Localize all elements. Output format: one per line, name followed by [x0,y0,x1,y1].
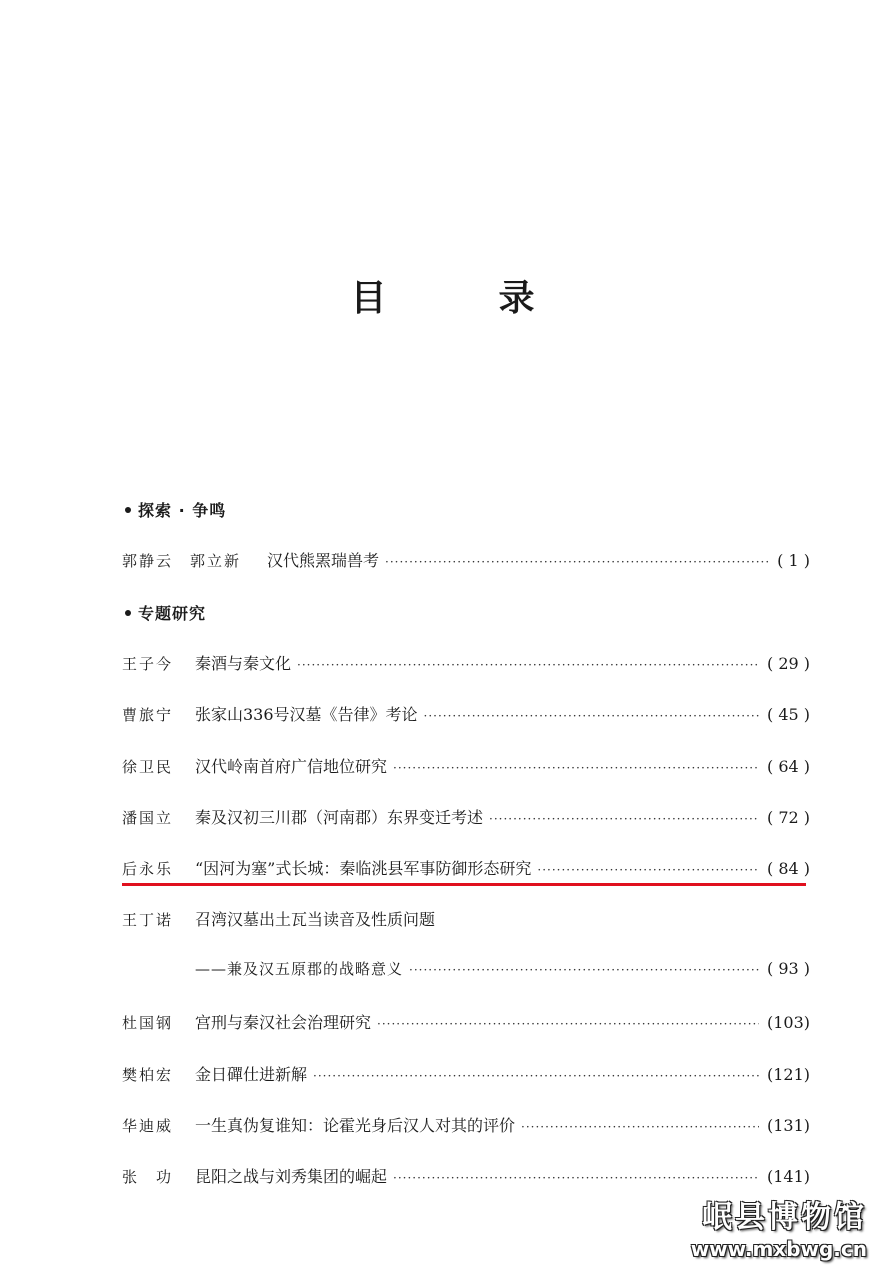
toc-title: 秦及汉初三川郡（河南郡）东界变迁考述 [195,808,484,827]
section-heading-label: 探索 · 争鸣 [138,501,227,520]
toc-subtitle: ——兼及汉五原郡的战略意义 [195,960,404,978]
toc-title: 张家山336号汉墓《告律》考论 [195,705,418,724]
toc-leader [424,709,759,723]
toc-row[interactable] [122,907,810,933]
section-heading-explore [125,498,226,521]
highlight-underline [122,883,806,886]
watermark-url: www.mxbwg.cn [690,1237,867,1261]
toc-page-number: ( 72 ) [766,808,810,827]
toc-title: “因河为塞”式长城：秦临洮县军事防御形态研究 [195,859,532,878]
toc-author: 后永乐 [122,860,174,878]
toc-row[interactable] [122,754,810,780]
toc-leader [313,1069,759,1083]
toc-page-number: (121) [766,1065,810,1084]
bullet-icon [125,610,131,616]
toc-leader [409,963,759,977]
toc-row[interactable] [122,1010,810,1036]
toc-author: 曹旅宁 [122,706,174,724]
toc-row-highlighted[interactable] [122,856,810,882]
toc-page-number: ( 1 ) [777,551,810,570]
toc-row[interactable] [122,1113,810,1139]
toc-row[interactable] [122,651,810,677]
toc-leader [393,1171,759,1185]
toc-page-number: ( 84 ) [766,859,810,878]
toc-title: 金日磾仕进新解 [195,1065,308,1084]
toc-title: 宫刑与秦汉社会治理研究 [195,1013,372,1032]
toc-page-number: ( 29 ) [766,654,810,673]
toc-author: 樊柏宏 [122,1066,174,1084]
toc-page-number: (131) [766,1116,810,1135]
toc-row[interactable] [122,1062,810,1088]
toc-leader [521,1120,759,1134]
toc-leader [393,761,759,775]
toc-row[interactable] [122,702,810,728]
toc-author: 郭静云 郭立新 [122,552,242,570]
toc-page-number: ( 64 ) [766,757,810,776]
toc-leader [377,1017,759,1031]
toc-row[interactable] [122,805,810,831]
bullet-icon [125,507,131,513]
toc-page-number: ( 45 ) [766,705,810,724]
toc-title: 汉代熊罴瑞兽考 [267,551,380,570]
toc-page-number: ( 93 ) [766,959,810,978]
toc-author: 杜国钢 [122,1014,174,1032]
toc-author: 潘国立 [122,809,174,827]
section-heading-label: 专题研究 [138,604,207,623]
page-title: 目 录 [350,277,573,319]
toc-author: 张 功 [122,1168,174,1186]
toc-leader [489,812,759,826]
watermark [667,1200,867,1262]
toc-title: 一生真伪复谁知：论霍光身后汉人对其的评价 [195,1116,516,1135]
watermark-name: 岷县博物馆 [702,1200,867,1235]
toc-author: 王丁诺 [122,911,174,929]
toc-page-number: (103) [766,1013,810,1032]
toc-author: 王子今 [122,655,174,673]
toc-leader [537,863,759,877]
toc-page-number: (141) [766,1167,810,1186]
toc-author: 徐卫民 [122,758,174,776]
section-heading-special-research [125,601,206,624]
toc-row[interactable] [122,958,810,984]
toc-author: 华迪威 [122,1117,174,1135]
toc-title: 昆阳之战与刘秀集团的崛起 [195,1167,388,1186]
toc-leader [297,658,759,672]
toc-leader [385,555,769,569]
toc-title: 汉代岭南首府广信地位研究 [195,757,388,776]
toc-row[interactable] [122,1164,810,1190]
toc-title: 秦酒与秦文化 [195,654,292,673]
toc-title: 召湾汉墓出土瓦当读音及性质问题 [195,910,436,929]
toc-row[interactable] [122,548,810,574]
